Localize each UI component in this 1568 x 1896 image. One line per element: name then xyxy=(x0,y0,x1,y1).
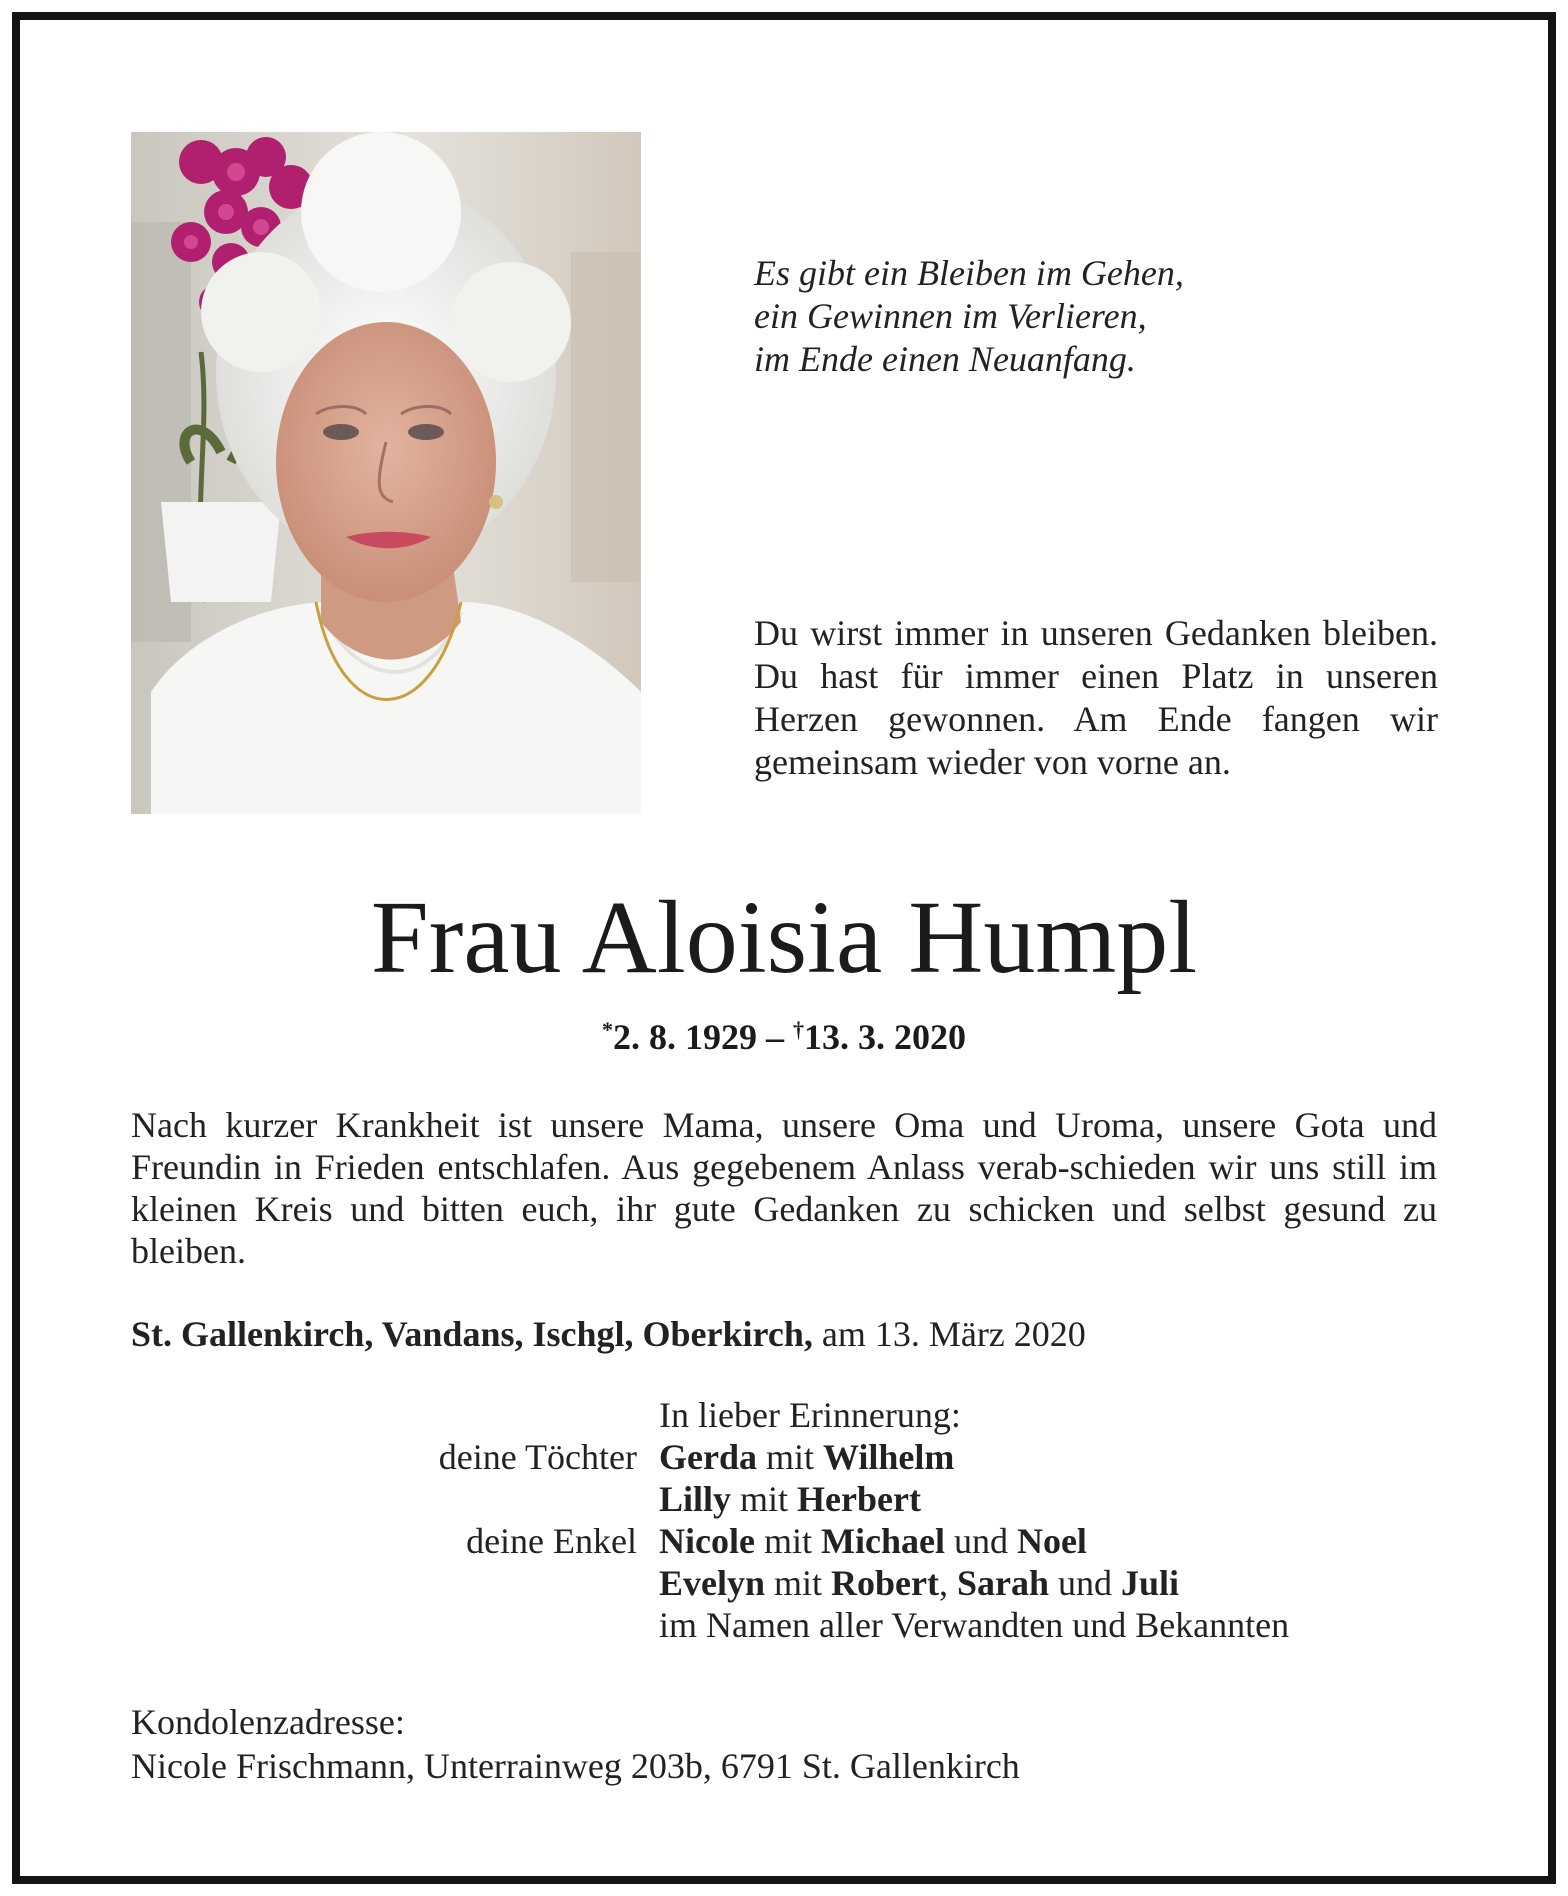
family-name: Juli xyxy=(1121,1563,1180,1603)
family-connector: mit xyxy=(731,1479,798,1519)
family-connector: , xyxy=(939,1563,957,1603)
family-name: Nicole xyxy=(659,1521,755,1561)
family-row xyxy=(131,1436,1437,1478)
deceased-name: Frau Aloisia Humpl xyxy=(370,880,1198,995)
family-list xyxy=(131,1394,1437,1646)
family-intro-row xyxy=(131,1394,1437,1436)
family-intro: In lieber Erinnerung: xyxy=(659,1395,961,1435)
birth-date: 2. 8. 1929 xyxy=(613,1017,757,1057)
portrait-photo-icon xyxy=(131,132,641,814)
poem-line: Es gibt ein Bleiben im Gehen, xyxy=(754,253,1184,293)
family-closing: im Namen aller Verwandten und Bekannten xyxy=(659,1605,1290,1645)
family-closing-row xyxy=(131,1604,1437,1646)
daughters-label: deine Töchter xyxy=(438,1437,637,1477)
family-connector: mit xyxy=(756,1437,823,1477)
birth-symbol: * xyxy=(602,1017,613,1042)
family-name: Michael xyxy=(820,1521,945,1561)
date-separator: – xyxy=(757,1017,793,1057)
death-date: 13. 3. 2020 xyxy=(804,1017,966,1057)
portrait-photo xyxy=(131,132,641,814)
place-date-line xyxy=(131,1312,1437,1356)
family-name: Wilhelm xyxy=(823,1437,955,1477)
family-name: Robert xyxy=(831,1563,939,1603)
poem-line: im Ende einen Neuanfang. xyxy=(754,339,1136,379)
family-name: Noel xyxy=(1016,1521,1087,1561)
life-dates xyxy=(0,1008,1568,1059)
condolence-block xyxy=(131,1700,1437,1788)
places: St. Gallenkirch, Vandans, Ischgl, Oberkirch, xyxy=(131,1314,813,1354)
family-row xyxy=(131,1562,1437,1604)
poem-line: ein Gewinnen im Verlieren, xyxy=(754,296,1147,336)
family-name: Lilly xyxy=(659,1479,732,1519)
family-name: Sarah xyxy=(957,1563,1050,1603)
family-name: Evelyn xyxy=(659,1563,766,1603)
thoughts-paragraph: Du wirst immer in unseren Gedanken bleiben. Du hast für immer einen Platz in unseren Herzen gewonnen. Am Ende fangen wir gemeinsam wieder von vorne an. xyxy=(754,613,1438,782)
condolence-address: Nicole Frischmann, Unterrainweg 203b, 6791 St. Gallenkirch xyxy=(131,1746,1020,1786)
family-row xyxy=(131,1478,1437,1520)
announcement-date: am 13. März 2020 xyxy=(812,1314,1086,1354)
family-connector: und xyxy=(944,1521,1017,1561)
family-name: Gerda xyxy=(659,1437,757,1477)
family-connector: mit xyxy=(754,1521,821,1561)
death-symbol: † xyxy=(793,1017,804,1042)
condolence-label: Kondolenzadresse: xyxy=(131,1702,405,1742)
announcement-paragraph: Nach kurzer Krankheit ist unsere Mama, unsere Oma und Uroma, unsere Gota und Freundin in Frieden entschlafen. Aus gegebenem Anlass verab-schieden wir uns still im kleinen Kreis und bitten euch, ihr gute Gedanken zu schicken und selbst gesund zu bleiben. xyxy=(131,1105,1437,1271)
grandchildren-label: deine Enkel xyxy=(466,1521,637,1561)
family-connector: und xyxy=(1049,1563,1122,1603)
family-row xyxy=(131,1520,1437,1562)
family-connector: mit xyxy=(765,1563,832,1603)
family-name: Herbert xyxy=(797,1479,921,1519)
poem xyxy=(754,252,1454,381)
